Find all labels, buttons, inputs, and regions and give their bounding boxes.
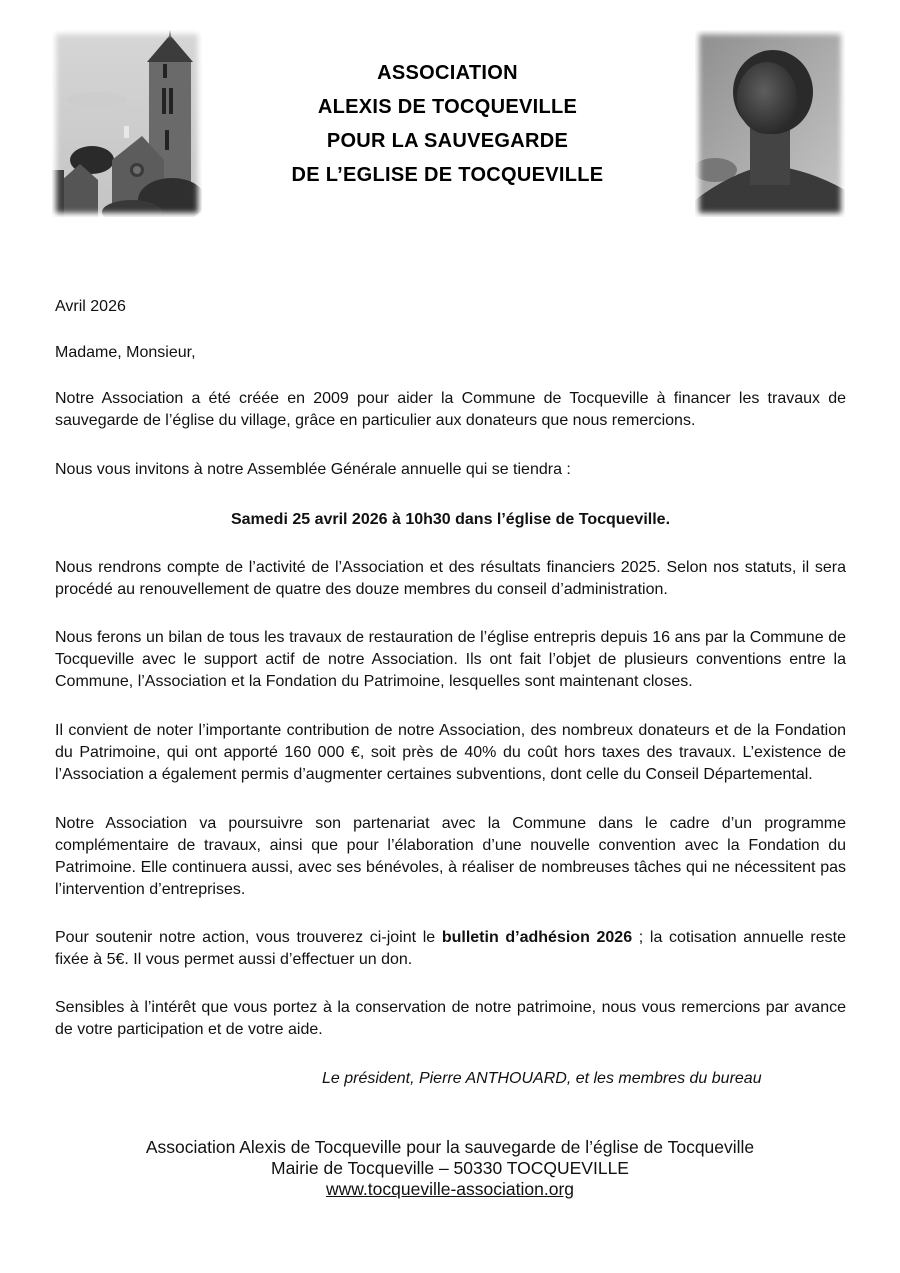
membership-form-link: bulletin d’adhésion 2026 bbox=[441, 929, 633, 946]
footer-association-name: Association Alexis de Tocqueville pour la sauvegarde de l’église de Tocqueville bbox=[145, 1137, 755, 1157]
association-title bbox=[220, 56, 675, 192]
event-date-location: Samedi 25 avril 2026 à 10h30 dans l’église de Tocqueville. bbox=[230, 511, 671, 528]
footer-address: Mairie de Tocqueville – 50330 TOCQUEVILLE bbox=[271, 1158, 629, 1178]
membership-text-after: ; la cotisation annuelle reste fixée à 5€. Il vous permet aussi d’effectuer un don. bbox=[55, 929, 846, 968]
tocqueville-bust-photo bbox=[695, 30, 845, 217]
membership-text-before: Pour soutenir notre action, vous trouverez ci-joint le bbox=[55, 929, 442, 946]
paragraph-contribution: Il convient de noter l’importante contribution de notre Association, des nombreux donateurs et de la Fondation du Patrimoine, qui ont apporté 160 000 €, soit près de 40% du coût hors taxes des travaux. L’existence de l’Association a également permis d’augmenter certaines subventions, dont celle du Conseil Départemental. bbox=[55, 722, 846, 783]
footer bbox=[0, 1137, 900, 1200]
signature: Le président, Pierre ANTHOUARD, et les membres du bureau bbox=[322, 1070, 762, 1087]
bust-image-icon bbox=[695, 30, 845, 217]
letter-greeting: Madame, Monsieur, bbox=[55, 344, 196, 361]
title-line-3: POUR LA SAUVEGARDE bbox=[326, 130, 569, 152]
letter-date: Avril 2026 bbox=[55, 298, 126, 315]
paragraph-membership bbox=[55, 927, 846, 971]
title-line-2: ALEXIS DE TOCQUEVILLE bbox=[317, 96, 578, 118]
title-line-1: ASSOCIATION bbox=[377, 62, 518, 84]
title-line-4: DE L’EGLISE DE TOCQUEVILLE bbox=[291, 164, 604, 186]
paragraph-founding: Notre Association a été créée en 2009 pour aider la Commune de Tocqueville à financer les travaux de sauvegarde de l’église du village, grâce en particulier aux donateurs que nous remercions. bbox=[55, 390, 846, 429]
church-image-icon bbox=[52, 30, 202, 217]
paragraph-agenda: Nous rendrons compte de l’activité de l’Association et des résultats financiers 2025. Selon nos statuts, il sera procédé au renouvellement de quatre des douze membres du conseil d’administration. bbox=[55, 559, 846, 598]
church-photo bbox=[52, 30, 202, 217]
footer-website-link[interactable]: www.tocqueville-association.org bbox=[325, 1179, 575, 1199]
paragraph-invitation: Nous vous invitons à notre Assemblée Générale annuelle qui se tiendra : bbox=[55, 461, 571, 478]
paragraph-partnership: Notre Association va poursuivre son partenariat avec la Commune dans le cadre d’un programme complémentaire de travaux, ainsi que pour l’élaboration d’une nouvelle convention avec la Fondation du Patrimoine. Elle continuera aussi, avec ses bénévoles, à réaliser de nombreuses tâches qui ne nécessitent pas l’intervention d’entreprises. bbox=[55, 815, 846, 898]
paragraph-thanks: Sensibles à l’intérêt que vous portez à la conservation de notre patrimoine, nous vous remercions par avance de votre participation et de votre aide. bbox=[55, 999, 846, 1038]
paragraph-works-review: Nous ferons un bilan de tous les travaux de restauration de l’église entrepris depuis 16 ans par la Commune de Tocqueville avec le support actif de notre Association. Ils ont fait l’objet de plusieurs conventions entre la Commune, l’Association et la Fondation du Patrimoine, lesquelles sont maintenant closes. bbox=[55, 629, 846, 690]
